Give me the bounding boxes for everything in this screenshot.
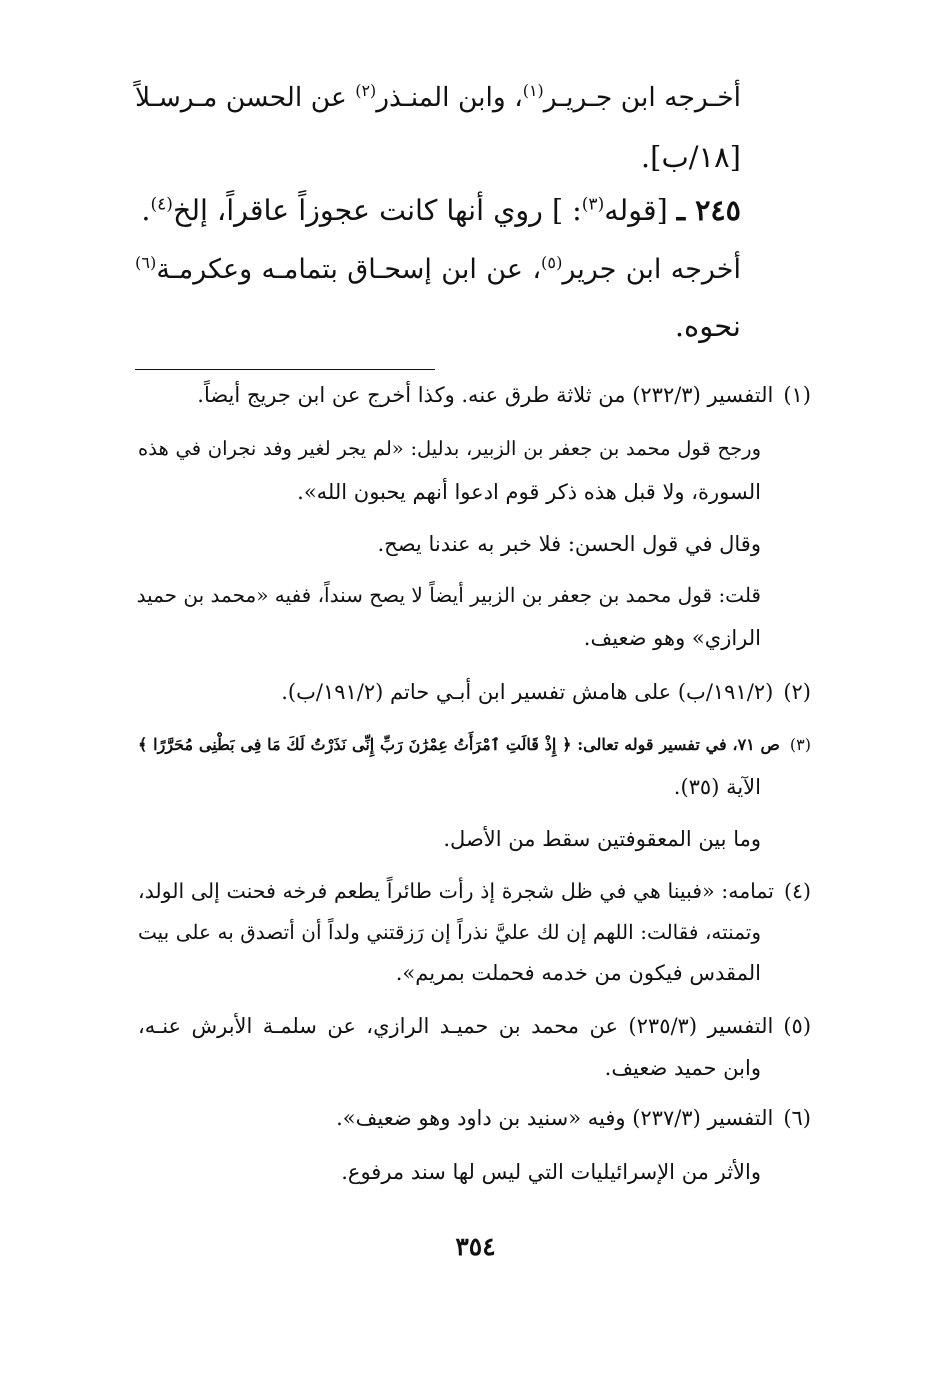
footnote-text: قلت: قول محمد بن جعفر بن الزبير أيضاً لا يصح سنداً، ففيه «محمد بن حميد: [136, 583, 761, 607]
footnote-3-line-1: [138, 730, 811, 760]
footnote-number: (١): [783, 383, 811, 407]
footnote-3-para-2-line-1: [138, 824, 761, 854]
footnote-text-quran-verse: ص ٧١، في تفسير قوله تعالى: ﴿ إِذْ قَالَتِ ٱمْرَأَتُ عِمْرَٰنَ رَبِّ إِنِّى نَذَرْتُ لَكَ مَا فِى بَطْنِى مُحَرَّرًا ﴾: [138, 735, 780, 754]
footnote-text: والأثر من الإسرائيليات التي ليس لها سند مرفوع.: [341, 1160, 761, 1184]
entry-number: ٢٤٥ ـ: [676, 193, 741, 227]
footnote-number: (٤): [783, 879, 811, 903]
main-text-line-4: [135, 250, 741, 290]
main-text-segment: أخرجه ابن جرير: [562, 254, 741, 285]
footnote-text: السورة، ولا قبل هذه ذكر قوم ادعوا أنهم يحبون الله».: [297, 480, 761, 504]
footnote-ref-3[interactable]: (٣): [581, 194, 605, 215]
footnote-text: التفسير (٢٣٢/٣) من ثلاثة طرق عنه. وكذا أخرج عن ابن جريج أيضاً.: [197, 383, 774, 407]
footnote-text: التفسير (٢٣٥/٣) عن محمد بن حميـد الرازي، عن سلمـة الأبرش عنـه،: [138, 1014, 774, 1038]
footnote-divider: [135, 369, 435, 370]
footnote-2-line-1: [138, 677, 811, 707]
footnote-number: (٣): [789, 735, 811, 754]
footnote-4-line-1: [138, 876, 811, 906]
footnote-6-line-1: [138, 1103, 811, 1133]
main-text-line-3: [135, 190, 741, 231]
main-text-line-1: [135, 78, 741, 118]
footnote-5-line-2: [138, 1053, 761, 1083]
footnote-number: (٢): [783, 680, 811, 704]
main-text-segment: ، عن ابن إسحـاق بتمامـه وعكرمـة: [156, 254, 542, 285]
footnote-1-line-1: [138, 380, 811, 410]
footnote-text: التفسير (٢٣٧/٣) وفيه «سنيد بن داود وهو ضعيف».: [336, 1106, 774, 1130]
main-text-line-2: [135, 137, 741, 177]
footnote-text: المقدس فيكون من خدمه فحملت بمريم».: [395, 961, 761, 985]
footnote-text: الآية (٣٥).: [673, 775, 761, 799]
footnote-text: تمامه: «فبينا هي في ظل شجرة إذ رأت طائراً يطعم فرخه فحنت إلى الولد،: [138, 879, 774, 903]
footnote-text: وتمنته، فقالت: اللهم إن لك عليَّ نذراً إن رَزقتني ولداً أن أتصدق به على بيت: [138, 920, 761, 944]
main-text-segment: [قوله: [604, 194, 677, 227]
footnote-1-para-2-line-1: [138, 434, 761, 464]
footnote-text: وما بين المعقوفتين سقط من الأصل.: [443, 827, 761, 851]
footnote-text: الرازي» وهو ضعيف.: [583, 626, 761, 650]
footnote-6-para-2-line-1: [138, 1157, 761, 1187]
main-text-segment: نحوه.: [674, 309, 741, 343]
footnote-1-para-3-line-1: [138, 529, 761, 559]
footnote-ref-2[interactable]: (٢): [355, 81, 377, 101]
footnote-text: ورجح قول محمد بن جعفر بن الزبير، بدليل: «لم يجر لغير وفد نجران في هذه: [138, 437, 761, 460]
main-text-segment: ، وابن المنـذر: [376, 82, 523, 113]
footnote-ref-5[interactable]: (٥): [541, 253, 563, 272]
page-number: ٣٥٤: [455, 1232, 496, 1261]
footnote-3-line-2: [138, 772, 761, 802]
footnote-text: وابن حميد ضعيف.: [604, 1056, 761, 1080]
footnote-text: وقال في قول الحسن: فلا خبر به عندنا يصح.: [377, 532, 761, 556]
main-text-segment: : ] روي أنها كانت عجوزاً عاقراً، إلخ: [172, 194, 582, 227]
footnote-ref-1[interactable]: (١): [522, 81, 544, 101]
footnote-5-line-1: [138, 1011, 811, 1041]
footnote-text: (١٩١/٢/ب) على هامش تفسير ابن أبـي حاتم (١٩١/٢/ب).: [281, 680, 774, 704]
folio-marker: [١٨/ب].: [640, 140, 741, 174]
footnote-4-line-2: [138, 917, 761, 947]
footnote-1-para-4-line-2: [138, 623, 761, 653]
footnote-1-para-2-line-2: [138, 477, 761, 507]
footnote-number: (٥): [783, 1014, 812, 1038]
footnote-ref-4[interactable]: (٤): [150, 194, 173, 215]
footnote-ref-6[interactable]: (٦): [135, 253, 157, 272]
footnote-number: (٦): [783, 1106, 811, 1130]
main-text-segment: عن الحسن مـرسـلاً: [135, 82, 356, 113]
footnote-4-line-3: [138, 958, 761, 988]
main-text-segment: أخـرجه ابن جـريـر: [543, 82, 741, 113]
footnote-1-para-4-line-1: [138, 580, 761, 610]
main-text-segment: .: [141, 194, 151, 227]
main-text-line-5: [135, 306, 741, 346]
